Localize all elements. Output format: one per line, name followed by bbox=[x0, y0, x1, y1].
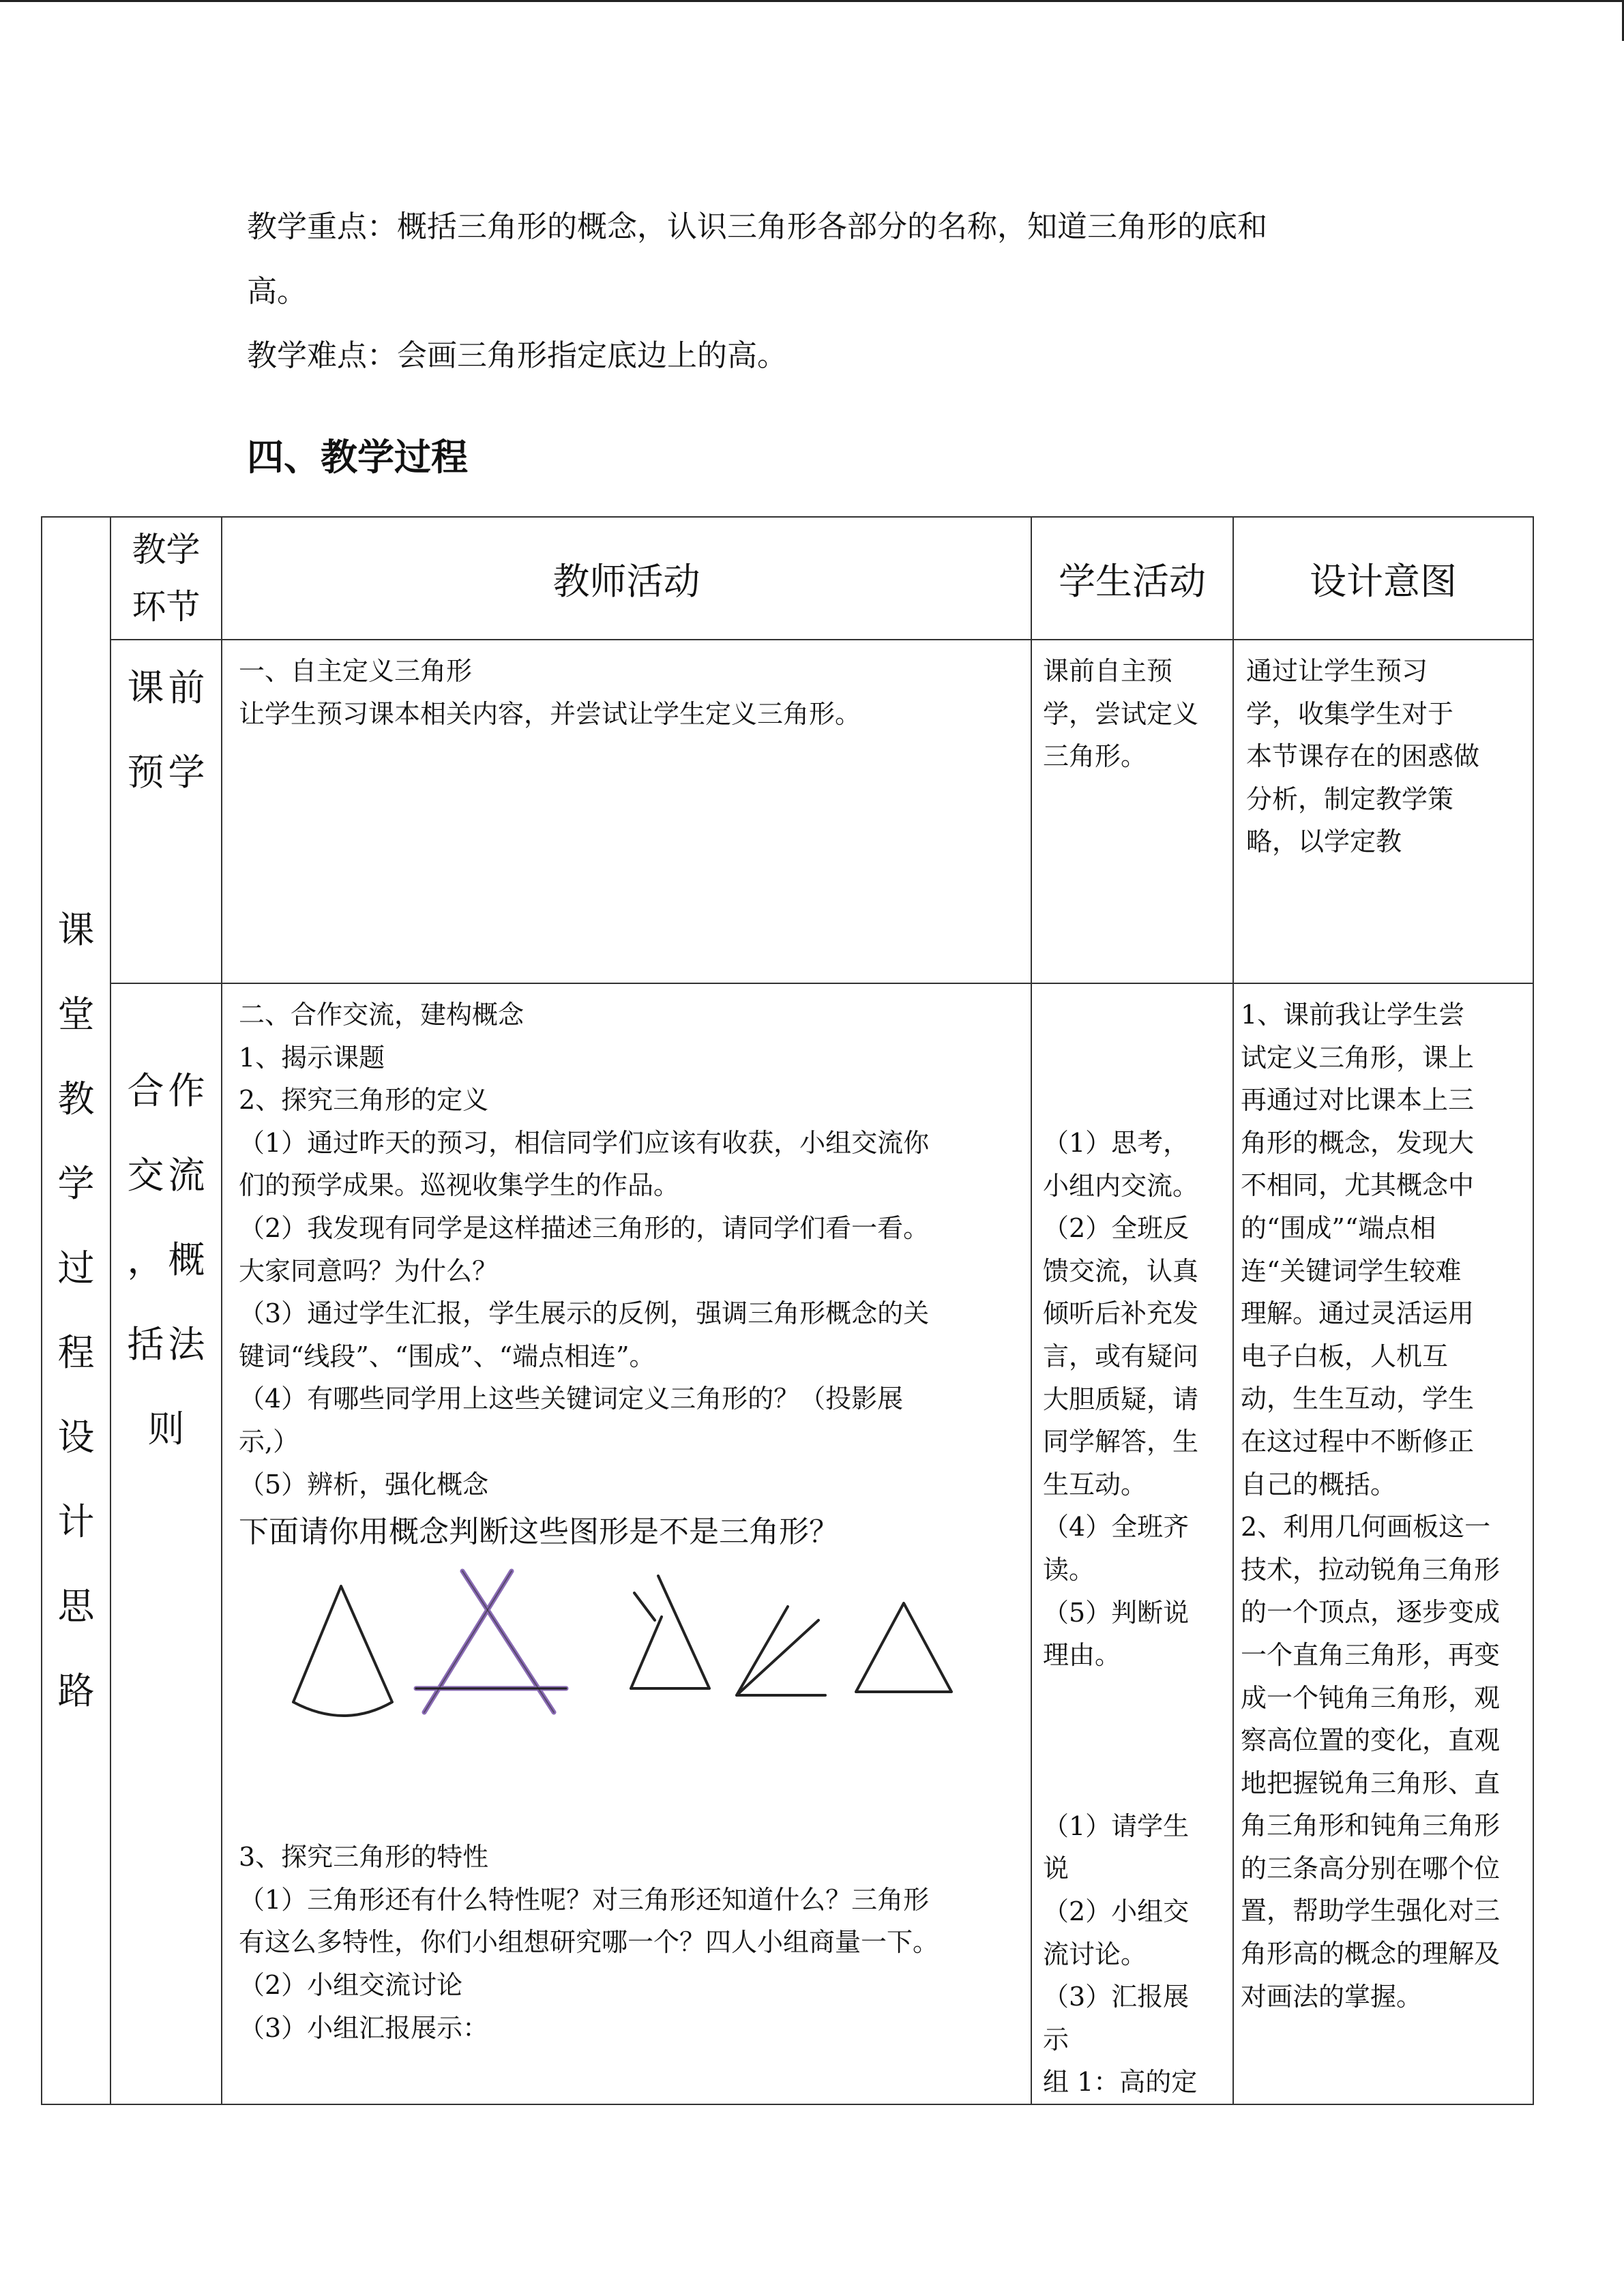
teacher-line: 键词“线段”、“围成”、“端点相连”。 bbox=[239, 1341, 655, 1371]
design-line: 角三角形和钝角三角形 bbox=[1241, 1810, 1501, 1841]
teacher-line: （2）我发现有同学是这样描述三角形的，请同学们看一看。 bbox=[239, 1212, 930, 1243]
design-pre-study-cell bbox=[1233, 640, 1533, 983]
shapes-svg bbox=[246, 1566, 996, 1729]
teacher-line: （3）小组汇报展示： bbox=[239, 2012, 489, 2043]
student-part-a bbox=[1043, 1122, 1226, 1677]
triangle-shape bbox=[856, 1603, 951, 1692]
env-char: 括 bbox=[127, 1323, 164, 1366]
env-cooperation bbox=[111, 984, 221, 1472]
env-char: 课 bbox=[127, 666, 164, 709]
teacher-cooperation bbox=[222, 984, 1031, 2049]
teacher-part-a bbox=[239, 994, 1017, 1506]
design-line: 电子白板，人机互 bbox=[1241, 1341, 1449, 1371]
difficulty-line: 教学难点：会画三角形指定底边上的高。 bbox=[247, 338, 787, 373]
design-line: 察高位置的变化，直观 bbox=[1241, 1725, 1501, 1756]
teacher-part-b bbox=[239, 1836, 1017, 2049]
teacher-line: （3）通过学生汇报，学生展示的反例，强调三角形概念的关 bbox=[239, 1298, 930, 1329]
open-triangle-right bbox=[631, 1576, 709, 1688]
teacher-line: 一、自主定义三角形 bbox=[239, 656, 473, 686]
teacher-line: 让学生预习课本相关内容，并尝试让学生定义三角形。 bbox=[239, 698, 861, 729]
teacher-line: （4）有哪些同学用上这些关键词定义三角形的？（投影展 bbox=[239, 1384, 904, 1414]
student-line: 馈交流，认真 bbox=[1043, 1255, 1199, 1286]
design-line: 连“关键词学生较难 bbox=[1241, 1255, 1462, 1286]
design-line: 的“围成”“端点相 bbox=[1241, 1212, 1436, 1243]
student-line: 学，尝试定义 bbox=[1043, 698, 1199, 729]
design-line: 2、利用几何画板这一 bbox=[1241, 1512, 1491, 1542]
student-line: 读。 bbox=[1043, 1554, 1095, 1585]
env-char: 学 bbox=[168, 751, 205, 794]
student-line: （3）汇报展 bbox=[1043, 1982, 1190, 2012]
teacher-line: 2、探究三角形的定义 bbox=[239, 1085, 489, 1116]
env-char: 前 bbox=[168, 666, 205, 709]
open-triangle-left bbox=[631, 1617, 662, 1688]
student-line: 课前自主预 bbox=[1043, 656, 1173, 686]
side-label-char: 堂 bbox=[57, 992, 95, 1036]
student-line: （1）思考， bbox=[1043, 1128, 1190, 1158]
page-top-border bbox=[0, 0, 1624, 2]
design-line: 对画法的掌握。 bbox=[1241, 1981, 1423, 2012]
header-env-line1: 教学 bbox=[132, 530, 201, 569]
design-line: 本节课存在的困惑做 bbox=[1246, 741, 1480, 772]
student-line: 大胆质疑，请 bbox=[1043, 1384, 1199, 1414]
student-line: （5）判断说 bbox=[1043, 1597, 1190, 1628]
teacher-line: （5）辨析，强化概念 bbox=[239, 1469, 489, 1500]
side-label-char: 学 bbox=[57, 1161, 95, 1205]
angle-ray-extra bbox=[737, 1607, 788, 1695]
design-line: 角形的概念，发现大 bbox=[1241, 1127, 1475, 1158]
student-line: 言，或有疑问 bbox=[1043, 1341, 1199, 1371]
design-line: 学，收集学生对于 bbox=[1246, 698, 1454, 729]
env-char: 作 bbox=[168, 1069, 205, 1112]
teacher-question: 下面请你用概念判断这些图形是不是三角形？ bbox=[239, 1515, 839, 1550]
teacher-line: （2）小组交流讨论 bbox=[239, 1969, 463, 2000]
teacher-cooperation-cell bbox=[222, 983, 1031, 2104]
row-pre-study bbox=[42, 640, 1533, 983]
design-line: 略，以学定教 bbox=[1246, 826, 1402, 857]
teacher-line: 示,） bbox=[239, 1426, 299, 1457]
student-line: 说 bbox=[1043, 1853, 1069, 1884]
crossed-line-right-core bbox=[462, 1571, 554, 1712]
design-line: 理解。通过灵活运用 bbox=[1241, 1298, 1475, 1329]
header-env bbox=[110, 517, 222, 640]
env-char: 则 bbox=[147, 1407, 185, 1450]
design-line: 成一个钝角三角形，观 bbox=[1241, 1682, 1501, 1713]
student-cooperation-cell bbox=[1031, 983, 1233, 2104]
student-line: 示 bbox=[1043, 2024, 1069, 2055]
header-row bbox=[42, 517, 1533, 640]
teacher-line: （1）三角形还有什么特性呢？对三角形还知道什么？三角形 bbox=[239, 1884, 930, 1915]
header-student: 学生活动 bbox=[1031, 517, 1233, 640]
design-line: 地把握锐角三角形、直 bbox=[1241, 1768, 1501, 1798]
teacher-line: 大家同意吗？为什么？ bbox=[239, 1255, 499, 1286]
design-line: 通过让学生预习 bbox=[1246, 656, 1428, 686]
teacher-pre-study-cell bbox=[222, 640, 1031, 983]
side-label-char: 思 bbox=[57, 1584, 95, 1628]
student-line: （2）小组交 bbox=[1043, 1896, 1190, 1926]
design-line: 的一个顶点，逐步变成 bbox=[1241, 1597, 1501, 1628]
student-line: （2）全班反 bbox=[1043, 1213, 1190, 1244]
env-char: ， bbox=[127, 1238, 164, 1281]
header-design: 设计意图 bbox=[1233, 517, 1533, 640]
side-label-char: 课 bbox=[57, 908, 95, 951]
key-point-line1: 教学重点：概括三角形的概念，认识三角形各部分的名称，知道三角形的底和 bbox=[247, 209, 1267, 244]
env-char: 合 bbox=[127, 1069, 164, 1112]
design-line: 分析，制定教学策 bbox=[1246, 784, 1454, 814]
side-label-char: 过 bbox=[57, 1246, 95, 1289]
design-line: 自己的概括。 bbox=[1241, 1469, 1397, 1500]
design-line: 一个直角三角形，再变 bbox=[1241, 1639, 1501, 1670]
side-label-cell bbox=[42, 517, 110, 2104]
student-line: 三角形。 bbox=[1043, 741, 1147, 772]
side-label-char: 程 bbox=[57, 1330, 95, 1374]
section-heading: 四、教学过程 bbox=[247, 435, 468, 479]
teacher-line: 1、揭示课题 bbox=[239, 1042, 385, 1073]
crossed-line-left-core bbox=[424, 1571, 512, 1712]
student-part-b bbox=[1043, 1805, 1226, 2104]
teaching-process-table bbox=[41, 516, 1534, 2105]
student-line: 生互动。 bbox=[1043, 1469, 1147, 1500]
sector-shape bbox=[293, 1586, 392, 1716]
design-line: 再通过对比课本上三 bbox=[1241, 1085, 1475, 1116]
design-cooperation-cell bbox=[1233, 983, 1533, 2104]
side-label-char: 计 bbox=[57, 1500, 95, 1543]
student-pre-study bbox=[1032, 640, 1232, 778]
design-cooperation bbox=[1234, 984, 1533, 2018]
design-line: 技术，拉动锐角三角形 bbox=[1241, 1554, 1501, 1585]
env-char: 概 bbox=[168, 1238, 205, 1281]
teacher-line: 3、探究三角形的特性 bbox=[239, 1842, 489, 1873]
header-env-line2: 环节 bbox=[132, 587, 201, 627]
student-line: 小组内交流。 bbox=[1043, 1170, 1199, 1201]
student-cooperation bbox=[1032, 984, 1232, 2104]
key-point-line2: 高。 bbox=[247, 274, 307, 309]
student-line: （1）请学生 bbox=[1043, 1810, 1190, 1841]
side-label bbox=[42, 888, 110, 1733]
side-label-char: 教 bbox=[57, 1077, 95, 1120]
row-cooperation bbox=[42, 983, 1533, 2104]
design-line: 试定义三角形，课上 bbox=[1241, 1042, 1475, 1073]
design-line: 的三条高分别在哪个位 bbox=[1241, 1853, 1501, 1883]
env-char: 交 bbox=[127, 1154, 164, 1197]
teacher-pre-study bbox=[222, 640, 1031, 735]
shape-figures bbox=[239, 1566, 1017, 1729]
student-line: 同学解答，生 bbox=[1043, 1427, 1199, 1457]
open-triangle-stub bbox=[634, 1593, 655, 1620]
env-char: 法 bbox=[168, 1323, 205, 1366]
student-line: 组 1：高的定 bbox=[1043, 2067, 1198, 2098]
student-line: （4）全班齐 bbox=[1043, 1512, 1190, 1542]
env-char: 预 bbox=[127, 751, 164, 794]
design-pre-study bbox=[1234, 640, 1533, 863]
env-char: 流 bbox=[168, 1154, 205, 1197]
student-line: 倾听后补充发 bbox=[1043, 1298, 1199, 1329]
teacher-line: 二、合作交流，建构概念 bbox=[239, 1000, 525, 1030]
env-cooperation-cell bbox=[110, 983, 222, 2104]
side-label-char: 设 bbox=[57, 1415, 95, 1459]
header-teacher: 教师活动 bbox=[222, 517, 1031, 640]
teacher-line: 有这么多特性，你们小组想研究哪一个？四人小组商量一下。 bbox=[239, 1927, 939, 1958]
design-line: 动，生生互动，学生 bbox=[1241, 1384, 1475, 1414]
student-pre-study-cell bbox=[1031, 640, 1233, 983]
teacher-line: 们的预学成果。巡视收集学生的作品。 bbox=[239, 1170, 680, 1201]
design-line: 不相同，尤其概念中 bbox=[1241, 1170, 1475, 1201]
student-line: 流讨论。 bbox=[1043, 1939, 1147, 1969]
teacher-line: （1）通过昨天的预习，相信同学们应该有收获，小组交流你 bbox=[239, 1127, 930, 1158]
side-label-char: 路 bbox=[57, 1669, 95, 1712]
design-line: 角形高的概念的理解及 bbox=[1241, 1939, 1501, 1969]
design-line: 在这过程中不断修正 bbox=[1241, 1426, 1475, 1457]
design-line: 置，帮助学生强化对三 bbox=[1241, 1896, 1501, 1926]
design-line: 1、课前我让学生尝 bbox=[1241, 1000, 1465, 1030]
env-pre-study-cell bbox=[110, 640, 222, 983]
env-pre-study bbox=[111, 640, 221, 815]
angle-rays bbox=[737, 1620, 825, 1695]
student-line: 理由。 bbox=[1043, 1640, 1121, 1671]
